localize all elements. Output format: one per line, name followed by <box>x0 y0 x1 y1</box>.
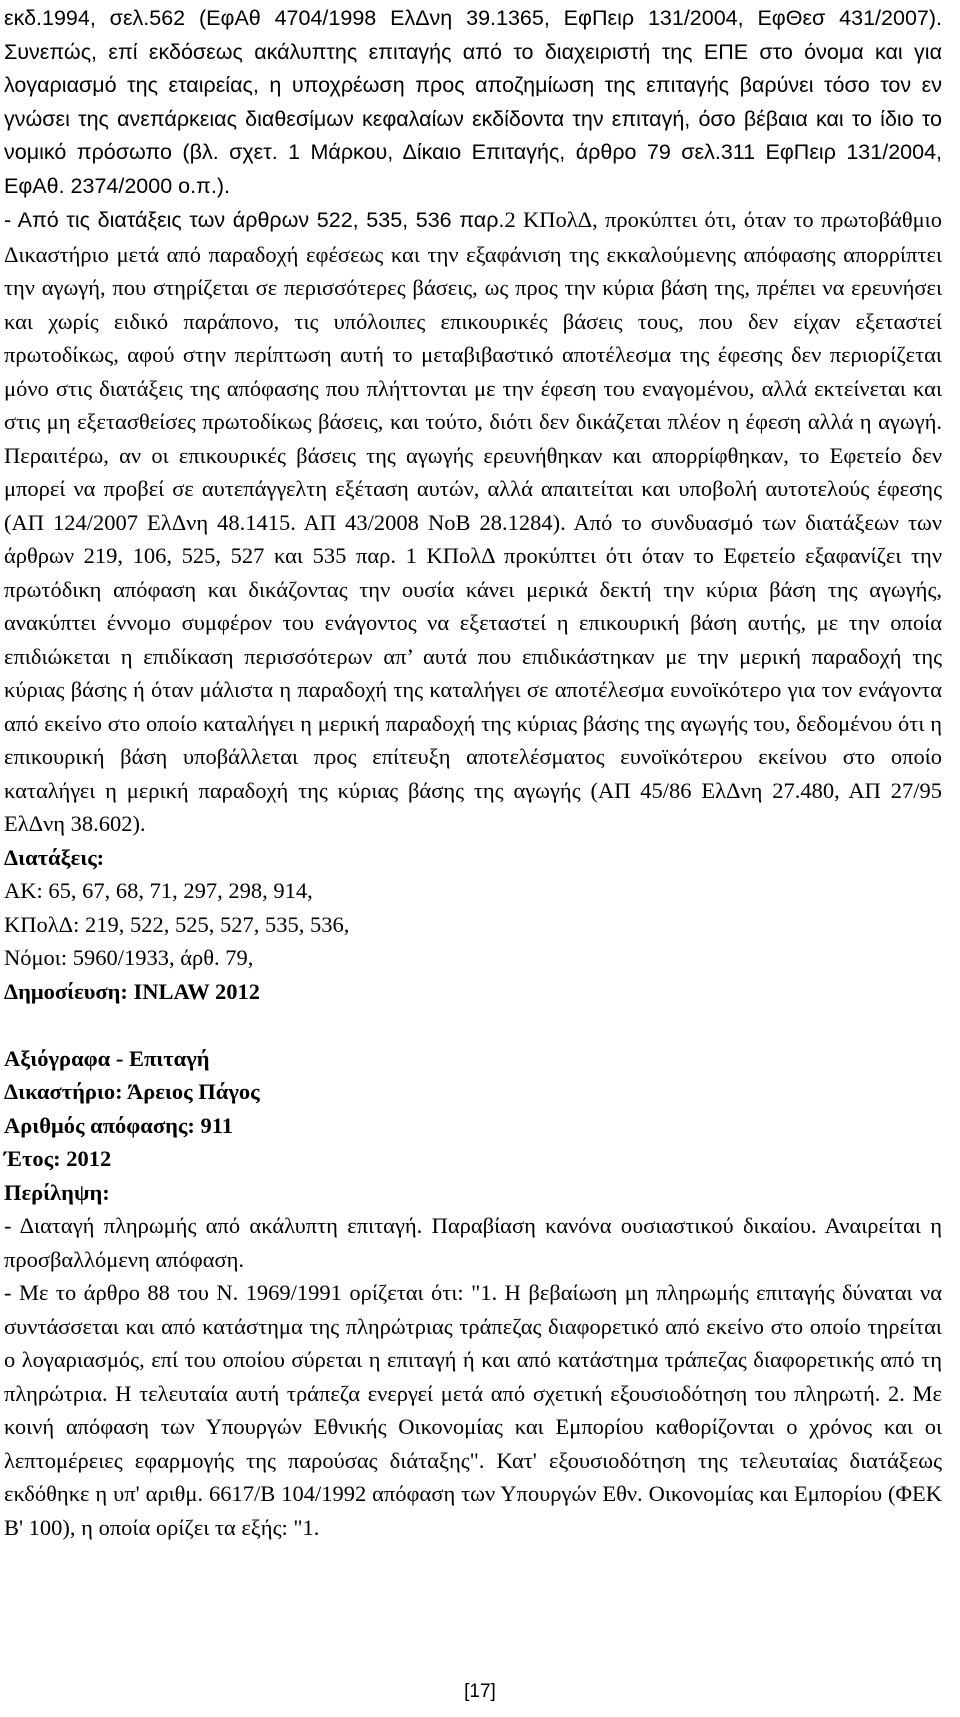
case-title: Αξιόγραφα - Επιταγή <box>4 1045 210 1071</box>
summary-heading: Περίληψη: <box>4 1179 110 1205</box>
page-number: [17] <box>464 1681 496 1702</box>
publication-line: Δημοσίευση: INLAW 2012 <box>4 978 261 1004</box>
court-line: Δικαστήριο: Άρειος Πάγος <box>4 1079 260 1104</box>
document-body <box>4 2 942 1544</box>
summary-paragraph-1: - Διαταγή πληρωμής από ακάλυπτη επιταγή. Παραβίαση κανόνα ουσιαστικού δικαίου. Αναιρείται η προσβαλλόμενη απόφαση. <box>4 1213 942 1272</box>
provisions-heading: Διατάξεις: <box>4 844 105 870</box>
paragraph-prior-case-law: εκδ.1994, σελ.562 (ΕφΑθ 4704/1998 ΕλΔνη 39.1365, ΕφΠειρ 131/2004, ΕφΘεσ 431/2007). Συνεπώς, επί εκδόσεως ακάλυπτης επιταγής από το διαχειριστή της ΕΠΕ στο όνομα και για λογαριασμό της εταιρείας, η υποχρέωση προς αποζημίωση της επιταγής βαρύνει τόσο τον εν γνώσει της ανεπάρκειας διαθεσίμων κεφαλαίων εκδίδοντα την επιταγή, όσο βέβαια και το ίδιο το νομικό πρόσωπο (βλ. σχετ. 1 Μάρκου, Δίκαιο Επιταγής, άρθρο 79 σελ.311 ΕφΠειρ 131/2004, ΕφΑθ. 2374/2000 ο.π.). <box>4 6 942 198</box>
decision-number-line: Αριθμός απόφασης: 911 <box>4 1112 233 1138</box>
provisions-civil-code: ΑΚ: 65, 67, 68, 71, 297, 298, 914, <box>4 878 313 903</box>
provisions-civil-procedure: ΚΠολΔ: 219, 522, 525, 527, 535, 536, <box>4 911 350 937</box>
paragraph-appeal-provisions <box>4 203 942 841</box>
paragraph-appeal-provisions-lead: - Από τις διατάξεις των άρθρων 522, 535, 536 παρ. <box>4 208 505 232</box>
provisions-laws: Νόμοι: 5960/1933, άρθ. 79, <box>4 945 254 970</box>
year-line: Έτος: 2012 <box>4 1146 112 1171</box>
paragraph-appeal-provisions-body: 2 ΚΠολΔ, προκύπτει ότι, όταν το πρωτοβάθμιο Δικαστήριο μετά από παραδοχή εφέσεως και την εξαφάνιση της εκκαλούμενης απόφασης απορρίπτει την αγωγή, που στηρίζεται σε περισσότερες βάσεις, ως προς την κύρια βάση της, πρέπει να ερευνήσει και χωρίς ειδικό παράπονο, τις υπόλοιπες επικουρικές βάσεις τους, που δεν είχαν εξεταστεί πρωτοδίκως, αφού στην περίπτωση αυτή το μεταβιβαστικό αποτέλεσμα της έφεσης δεν περιορίζεται μόνο στις διατάξεις της απόφασης που πλήττονται με την έφεση του εναγομένου, αλλά εκτείνεται και στις μη εξετασθείσες πρωτοδίκως βάσεις, και τούτο, διότι δεν δικάζεται πλέον η έφεση αλλά η αγωγή. Περαιτέρω, αν οι επικουρικές βάσεις της αγωγής ερευνήθηκαν και απορρίφθηκαν, το Εφετείο δεν μπορεί να προβεί σε αυτεπάγγελτη εξέταση αυτών, αλλά απαιτείται και υποβολή αυτοτελούς έφεσης (ΑΠ 124/2007 ΕλΔνη 48.1415. ΑΠ 43/2008 ΝοΒ 28.1284). Από το συνδυασμό των διατάξεων των άρθρων 219, 106, 525, 527 και 535 παρ. 1 ΚΠολΔ προκύπτει ότι όταν το Εφετείο εξαφανίζει την πρωτόδικη απόφαση και δικάζοντας την ουσία κάνει μερικά δεκτή την κύρια βάση της αγωγής, ανακύπτει έννομο συμφέρον του ενάγοντος να εξεταστεί η επικουρική βάση αυτής, με την οποία επιδιώκεται η επιδίκαση περισσότερων απ’ αυτά που επιδικάστηκαν με την μερική παραδοχή της κύριας βάσης ή όταν μάλιστα η παραδοχή της καταλήγει σε αποτέλεσμα ευνοϊκότερο για τον ενάγοντα από εκείνο στο οποίο καταλήγει η μερική παραδοχή της κύριας βάσης της αγωγής του, δεδομένου ότι η επικουρική βάση υποβάλλεται προς επίτευξη αποτελέσματος ευνοϊκότερου εκείνου στο οποίο καταλήγει η μερική παραδοχή της κύριας βάσης της αγωγής (ΑΠ 45/86 ΕλΔνη 27.480, ΑΠ 27/95 ΕλΔνη 38.602). <box>4 207 942 836</box>
summary-paragraph-2: - Με το άρθρο 88 του Ν. 1969/1991 ορίζεται ότι: "1. Η βεβαίωση μη πληρωμής επιταγής δύναται να συντάσσεται και από κατάστημα της πληρώτριας τράπεζας διαφορετικό από εκείνο στο οποίο τηρείται ο λογαριασμός, επί του οποίου σύρεται η επιταγή ή και από κατάστημα τράπεζας διαφορετικής από τη πληρώτρια. Η τελευταία αυτή τράπεζα ενεργεί μετά από σχετική εξουσιοδότηση του πληρωτή. 2. Με κοινή απόφαση των Υπουργών Εθνικής Οικονομίας και Εμπορίου καθορίζονται ο χρόνος και οι λεπτομέρειες εφαρμογής της παρούσας διάταξης". Κατ' εξουσιοδότηση της τελευταίας διατάξεως εκδόθηκε η υπ' αριθμ. 6617/Β 104/1992 απόφαση των Υπουργών Εθν. Οικονομίας και Εμπορίου (ΦΕΚ Β' 100), η οποία ορίζει τα εξής: "1. <box>4 1280 942 1540</box>
section-spacer <box>4 1008 942 1042</box>
